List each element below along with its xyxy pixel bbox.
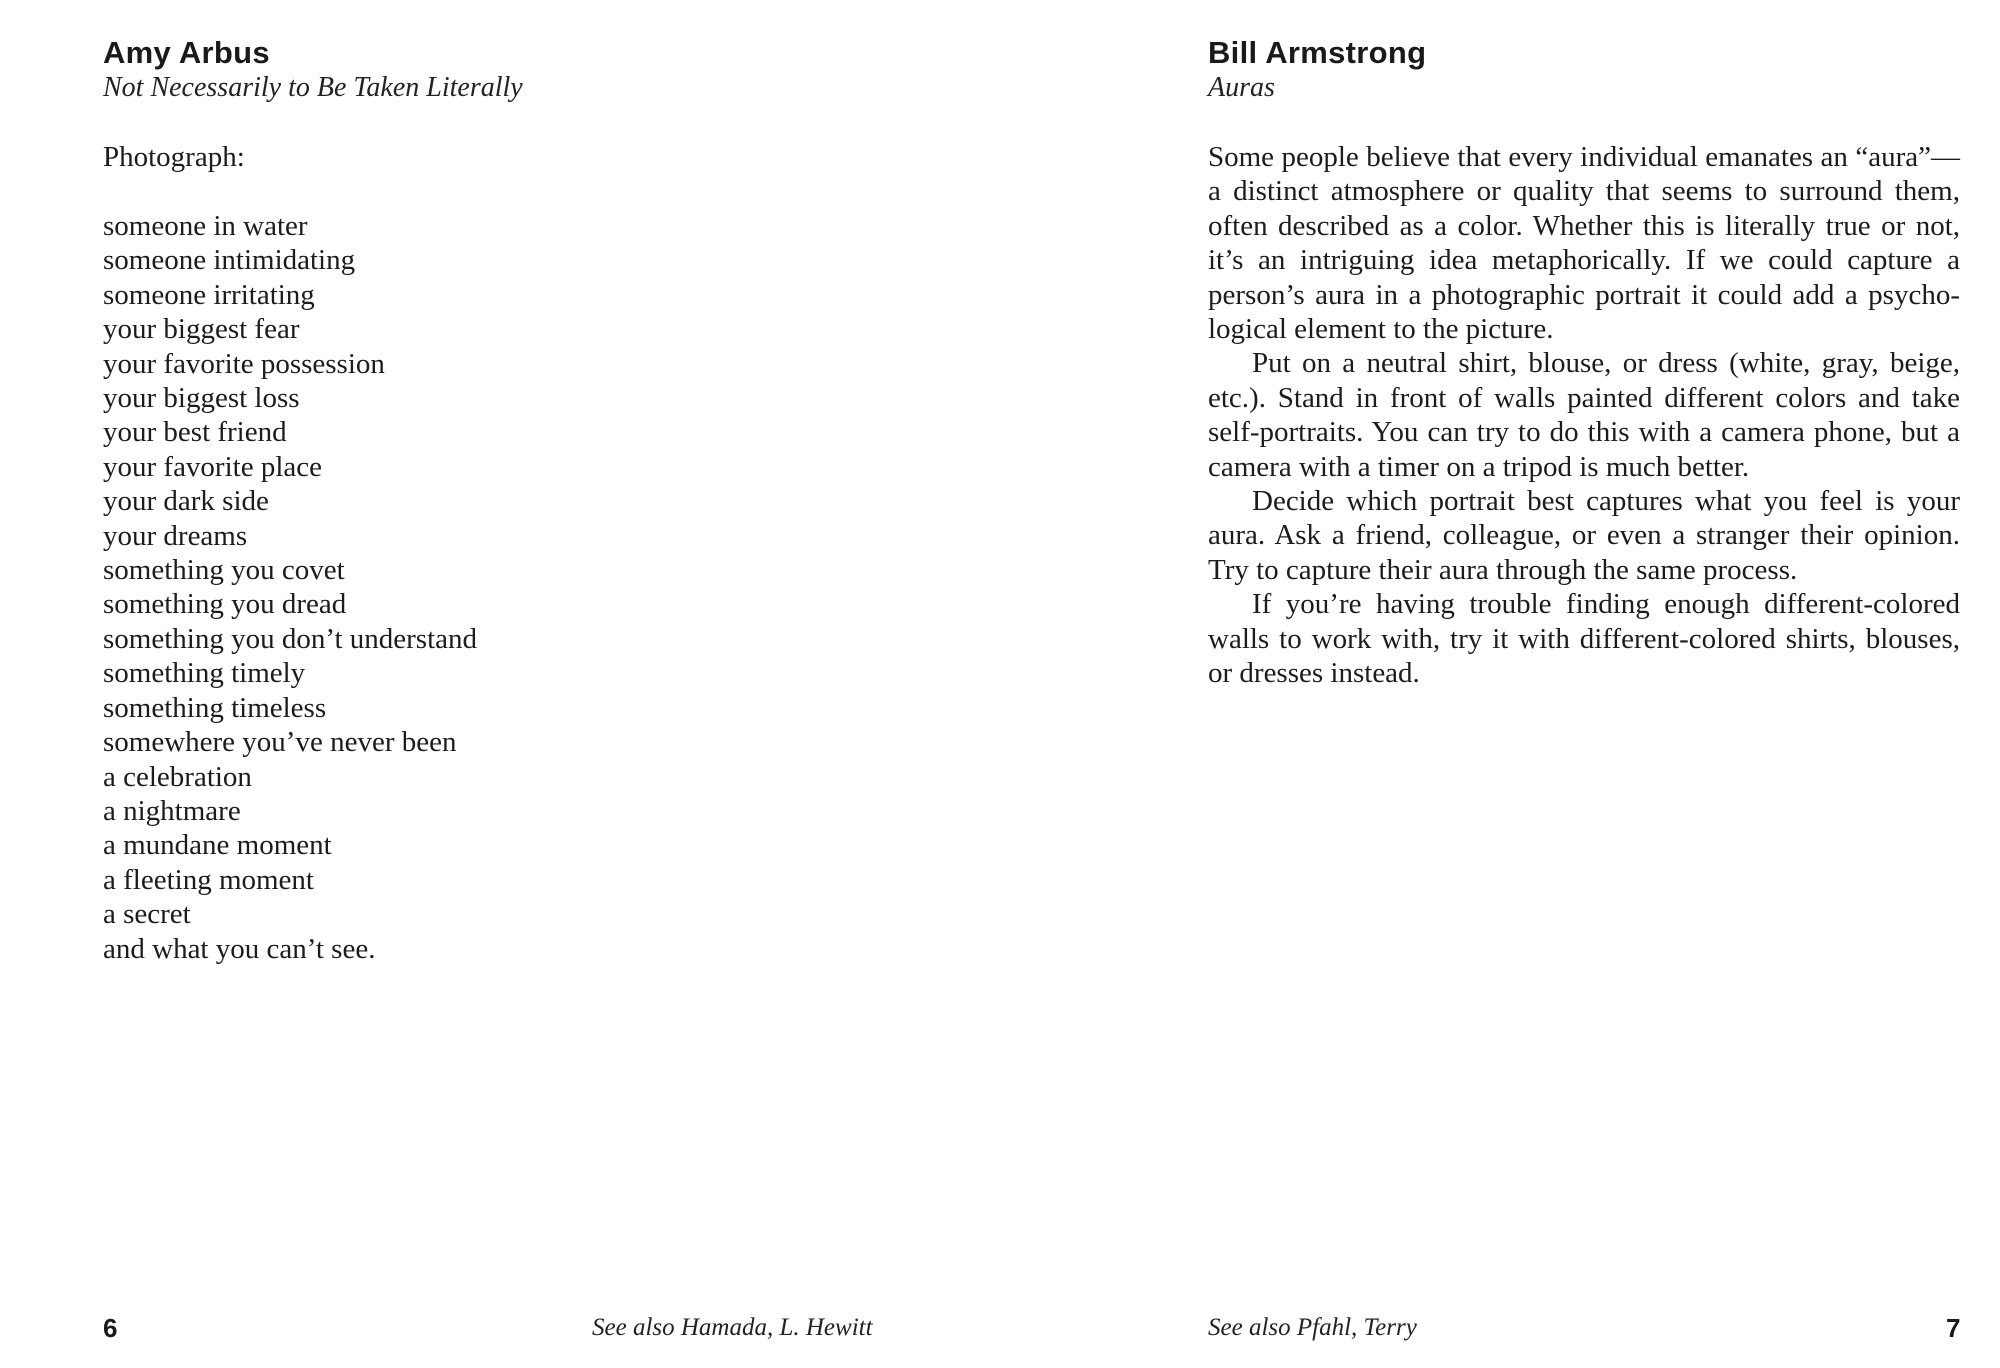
body-paragraph: Put on a neutral shirt, blouse, or dress (white, gray, beige, etc.). Stand in front of walls painted different colors and take self-portraits. You can try to do this with a camera phone, but a camera with a timer on a tripod is much better. [1208,347,1960,483]
list-item: your biggest fear [103,313,300,346]
left-author-name: Amy Arbus [103,35,270,70]
list-item: something you don’t understand [103,622,478,655]
list-item: your dark side [103,485,269,518]
body-paragraph: If you’re having trouble finding enough different-colored walls to work with, try it with different-colored shirts, blouses, or dresses instead. [1208,588,1960,690]
list-item: something timeless [103,691,327,724]
list-item: somewhere you’ve never been [103,726,457,759]
left-page-number: 6 [103,1313,118,1343]
list-item: your favorite place [103,450,323,483]
right-subtitle: Auras [1208,72,1275,103]
list-item: your favorite possession [103,347,385,380]
list-item: a secret [103,898,191,931]
body-paragraph: Decide which portrait best captures what you feel is your aura. Ask a friend, colleague, or even a stranger their opinion. Try to capture their aura through the same process. [1208,485,1960,586]
right-see-also: See also Pfahl, Terry [1208,1314,1417,1341]
list-item: a celebration [103,760,252,793]
list-item: someone irritating [103,278,315,311]
list-item: and what you can’t see. [103,932,376,965]
list-item: something you covet [103,554,345,587]
list-item: something timely [103,657,306,690]
right-page-number: 7 [1946,1313,1961,1343]
left-lead-text: Photograph: [103,141,245,173]
left-see-also: See also Hamada, L. Hewitt [592,1314,873,1341]
list-item: your dreams [103,519,248,552]
list-item: a mundane moment [103,829,332,862]
list-item: a fleeting moment [103,863,314,896]
right-body-text [1208,140,1960,691]
list-item: something you dread [103,588,347,621]
list-item: your biggest loss [103,382,300,415]
list-item: someone intimidating [103,244,356,277]
left-subtitle: Not Necessarily to Be Taken Literally [103,72,523,103]
list-item: your best friend [103,416,287,449]
list-item: a nightmare [103,794,241,827]
right-author-name: Bill Armstrong [1208,35,1427,70]
photograph-prompt-list [103,209,477,966]
right-page [1000,0,2000,1368]
body-paragraph: Some people believe that every individual emanates an “aura”—a distinct atmosphere or quality that seems to surround them, often described as a color. Whether this is literally true or not, it’s an intriguing idea metaphorically. If we could capture a person’s aura in a photographic portrait it could add a psycho-logical element to the picture. [1208,141,1960,346]
list-item: someone in water [103,210,308,242]
